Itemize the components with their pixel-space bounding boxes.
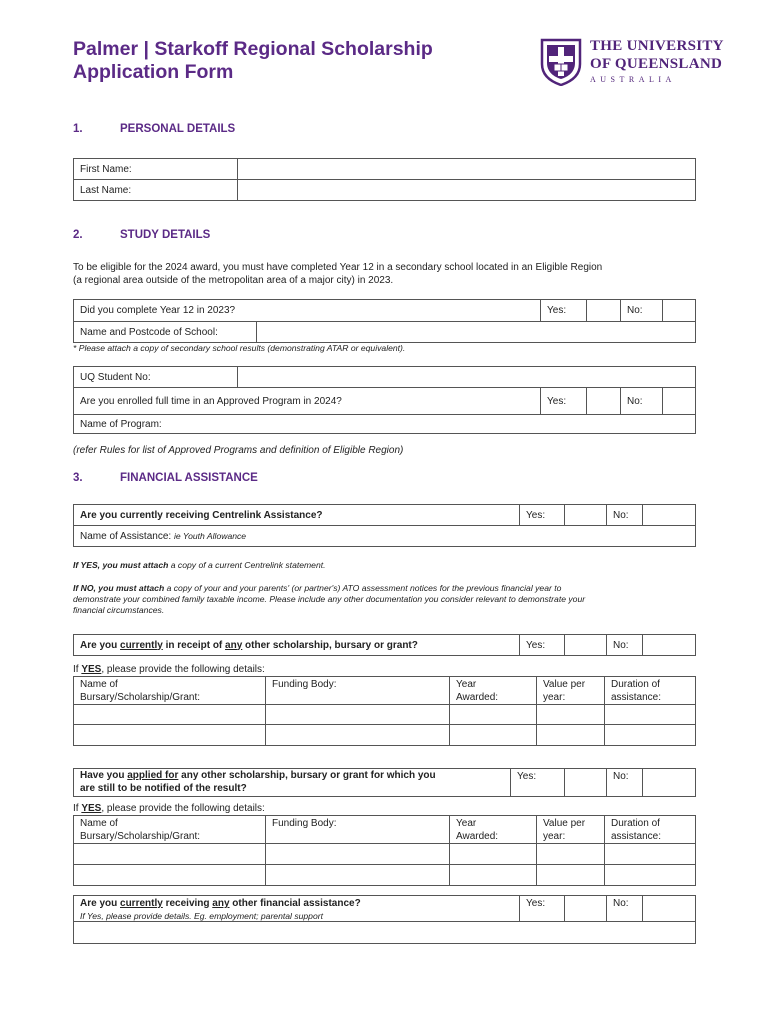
- col-duration-header: Duration of assistance:: [605, 816, 696, 844]
- col-value-header: Value per year:: [537, 677, 605, 705]
- table-row: [74, 865, 696, 886]
- assistance-name-field[interactable]: [74, 526, 696, 547]
- receipt-yes-box[interactable]: [565, 635, 607, 656]
- col-body-header: Funding Body:: [266, 816, 450, 844]
- cell-input[interactable]: [537, 865, 605, 886]
- enrolled-no-label: No:: [621, 388, 663, 415]
- receipt-question-table: [73, 634, 696, 656]
- if-no-bold: If NO, you must attach: [73, 583, 165, 593]
- other-assistance-subtext: If Yes, please provide details. Eg. employment; parental support: [80, 910, 323, 921]
- receipt-no-box[interactable]: [643, 635, 696, 656]
- cell-input[interactable]: [266, 725, 450, 746]
- applied-yes-box[interactable]: [565, 769, 607, 797]
- receipt-yes-label: Yes:: [520, 635, 565, 656]
- other-no-box[interactable]: [643, 896, 696, 922]
- year12-yes-label: Yes:: [541, 300, 587, 322]
- centrelink-table: [73, 504, 696, 547]
- receipt-details-table: [73, 676, 696, 746]
- last-name-label: Last Name:: [74, 180, 238, 201]
- section-2-number: 2.: [73, 229, 83, 241]
- cell-input[interactable]: [537, 844, 605, 865]
- col-year-header: Year Awarded:: [450, 816, 537, 844]
- other-yes-box[interactable]: [565, 896, 607, 922]
- cell-input[interactable]: [605, 725, 696, 746]
- year12-no-box[interactable]: [663, 300, 696, 322]
- uq-student-input[interactable]: [238, 367, 696, 388]
- if-yes-centrelink-note: [73, 560, 326, 571]
- program-field[interactable]: [74, 415, 696, 434]
- applied-yes-label: Yes:: [511, 769, 565, 797]
- eligibility-text: [73, 262, 713, 287]
- uq-logo: [540, 38, 730, 90]
- cell-input[interactable]: [605, 865, 696, 886]
- col-body-header: Funding Body:: [266, 677, 450, 705]
- section-3-number: 3.: [73, 472, 83, 484]
- cell-input[interactable]: [74, 865, 266, 886]
- personal-details-table: [73, 158, 696, 201]
- program-label: Name of Program:: [80, 418, 162, 430]
- if-no-line-3: financial circumstances.: [73, 605, 165, 615]
- section-2-title: STUDY DETAILS: [120, 229, 211, 241]
- receipt-question: Are you currently in receipt of any other scholarship, bursary or grant?: [74, 635, 520, 656]
- if-yes-rest: a copy of a current Centrelink statement.: [168, 560, 326, 570]
- crest-icon: [540, 38, 582, 86]
- centrelink-question: Are you currently receiving Centrelink Assistance?: [74, 505, 520, 526]
- centrelink-no-label: No:: [607, 505, 643, 526]
- refer-rules-note: (refer Rules for list of Approved Programs and definition of Eligible Region): [73, 445, 404, 456]
- title-line-1: Palmer | Starkoff Regional Scholarship: [73, 38, 433, 60]
- logo-line-1: THE UNIVERSITY: [590, 38, 724, 54]
- cell-input[interactable]: [450, 725, 537, 746]
- cell-input[interactable]: [266, 705, 450, 725]
- enrolled-yes-label: Yes:: [541, 388, 587, 415]
- school-input[interactable]: [257, 322, 696, 343]
- applied-no-label: No:: [607, 769, 643, 797]
- cell-input[interactable]: [605, 844, 696, 865]
- cell-input[interactable]: [605, 705, 696, 725]
- cell-input[interactable]: [537, 705, 605, 725]
- enrolled-no-box[interactable]: [663, 388, 696, 415]
- other-yes-label: Yes:: [520, 896, 565, 922]
- applied-no-box[interactable]: [643, 769, 696, 797]
- eligibility-line-1: To be eligible for the 2024 award, you must have completed Year 12 in a secondary school located in an Eligible Region: [73, 262, 603, 273]
- title-line-2: Application Form: [73, 61, 234, 83]
- centrelink-yes-label: Yes:: [520, 505, 565, 526]
- cell-input[interactable]: [74, 705, 266, 725]
- other-no-label: No:: [607, 896, 643, 922]
- cell-input[interactable]: [266, 865, 450, 886]
- applied-question: Have you applied for any other scholarship, bursary or grant for which you are still to be notified of the result?: [74, 769, 511, 797]
- if-no-line-2: demonstrate your combined family taxable income. Please include any other documentation you consider relevant to demonstrate your: [73, 594, 586, 604]
- year12-yes-box[interactable]: [587, 300, 621, 322]
- if-no-line-1: a copy of your and your parents' (or partner's) ATO assessment notices for the previous financial year to: [164, 583, 562, 593]
- first-name-input[interactable]: [238, 159, 696, 180]
- last-name-input[interactable]: [238, 180, 696, 201]
- col-duration-header: Duration of assistance:: [605, 677, 696, 705]
- applied-details-table: [73, 815, 696, 886]
- col-name-header: Name of Bursary/Scholarship/Grant:: [74, 677, 266, 705]
- year12-table: [73, 299, 696, 343]
- other-assistance-table: [73, 895, 696, 944]
- year12-question: Did you complete Year 12 in 2023?: [74, 300, 541, 322]
- section-1-title: PERSONAL DETAILS: [120, 123, 236, 135]
- year12-no-label: No:: [621, 300, 663, 322]
- uq-student-label: UQ Student No:: [74, 367, 238, 388]
- attach-results-note: * Please attach a copy of secondary school results (demonstrating ATAR or equivalent).: [73, 343, 406, 353]
- applied-details-prompt: If YES, please provide the following details:: [73, 803, 265, 814]
- section-3-heading: [73, 472, 373, 486]
- receipt-no-label: No:: [607, 635, 643, 656]
- centrelink-no-box[interactable]: [643, 505, 696, 526]
- logo-line-2: OF QUEENSLAND: [590, 56, 723, 72]
- assistance-example: ie Youth Allowance: [173, 530, 247, 541]
- receipt-details-prompt: If YES, please provide the following details:: [73, 664, 265, 675]
- cell-input[interactable]: [74, 844, 266, 865]
- col-name-header: Name of Bursary/Scholarship/Grant:: [74, 816, 266, 844]
- cell-input[interactable]: [450, 705, 537, 725]
- other-assistance-details-input[interactable]: [74, 921, 696, 943]
- cell-input[interactable]: [266, 844, 450, 865]
- uq-enrolment-table: [73, 366, 696, 434]
- school-label: Name and Postcode of School:: [74, 322, 257, 343]
- assistance-name-label: Name of Assistance:: [80, 530, 172, 542]
- logo-line-3: AUSTRALIA: [590, 75, 676, 84]
- cell-input[interactable]: [74, 725, 266, 746]
- eligibility-line-2: (a regional area outside of the metropolitan area of a major city) in 2023.: [73, 274, 394, 286]
- page-title: [73, 38, 433, 84]
- applied-question-table: [73, 768, 696, 797]
- section-1-number: 1.: [73, 123, 83, 135]
- enrolled-question: Are you enrolled full time in an Approved Program in 2024?: [74, 388, 541, 415]
- first-name-label: First Name:: [74, 159, 238, 180]
- table-row: [74, 844, 696, 865]
- section-1-heading: [73, 123, 373, 137]
- other-assistance-question: Are you currently receiving any other financial assistance? If Yes, please provide details. Eg. employment; parental support: [74, 896, 520, 922]
- if-yes-bold: If YES, you must attach: [73, 560, 169, 570]
- cell-input[interactable]: [450, 844, 537, 865]
- table-row: [74, 725, 696, 746]
- centrelink-yes-box[interactable]: [565, 505, 607, 526]
- col-year-header: Year Awarded:: [450, 677, 537, 705]
- enrolled-yes-box[interactable]: [587, 388, 621, 415]
- section-3-title: FINANCIAL ASSISTANCE: [120, 472, 258, 484]
- col-value-header: Value per year:: [537, 816, 605, 844]
- table-row: [74, 705, 696, 725]
- section-2-heading: [73, 229, 373, 243]
- cell-input[interactable]: [450, 865, 537, 886]
- if-no-ato-note: [73, 583, 713, 616]
- cell-input[interactable]: [537, 725, 605, 746]
